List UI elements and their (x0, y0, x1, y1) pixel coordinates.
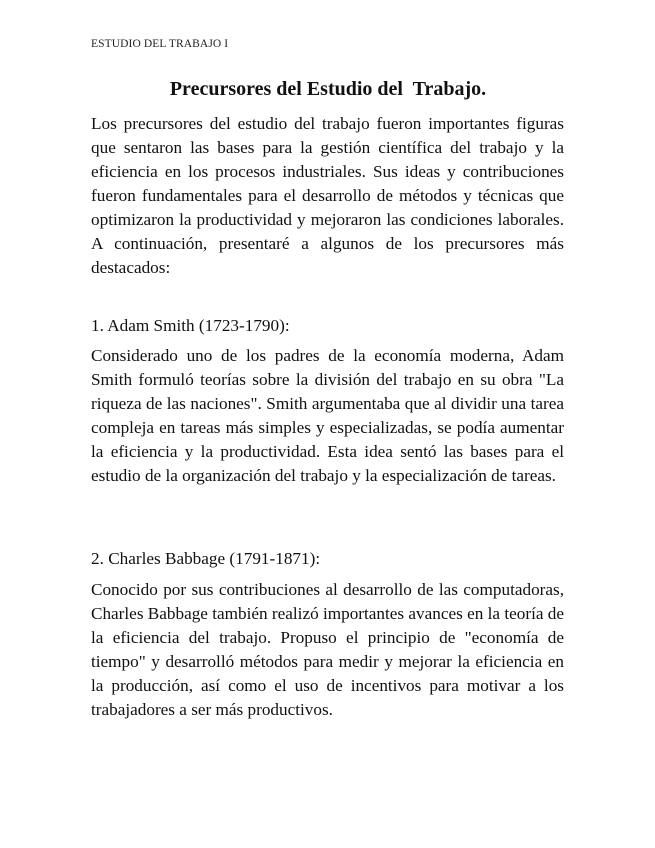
page-title: Precursores del Estudio del Trabajo. (169, 78, 487, 100)
section-body-charles-babbage: Conocido por sus contribuciones al desarrollo de las computadoras, Charles Babbage también realizó importantes avances en la teoría de la eficiencia del trabajo. Propuso el principio de "economía de tiempo" y desarrolló métodos para medir y mejorar la eficiencia en la producción, así como el uso de incentivos para motivar a los trabajadores a ser más productivos. (91, 580, 564, 719)
section-heading-adam-smith: 1. Adam Smith (1723-1790): (91, 316, 290, 335)
intro-paragraph: Los precursores del estudio del trabajo fueron importantes figuras que sentaron las bases para la gestión científica del trabajo y la eficiencia en los procesos industriales. Sus ideas y contribuciones fueron fundamentales para el desarrollo de métodos y técnicas que optimizaron la productividad y mejoraron las condiciones laborales. A continuación, presentaré a algunos de los precursores más destacados: (91, 114, 564, 277)
section-body-adam-smith: Considerado uno de los padres de la economía moderna, Adam Smith formuló teorías sobre la división del trabajo en su obra "La riqueza de las naciones". Smith argumentaba que al dividir una tarea compleja en tareas más simples y especializadas, se podía aumentar la eficiencia y la productividad. Esta idea sentó las bases para el estudio de la organización del trabajo y la especialización de tareas. (91, 346, 564, 485)
section-heading-charles-babbage: 2. Charles Babbage (1791-1871): (91, 549, 321, 568)
running-header: ESTUDIO DEL TRABAJO I (91, 38, 229, 50)
